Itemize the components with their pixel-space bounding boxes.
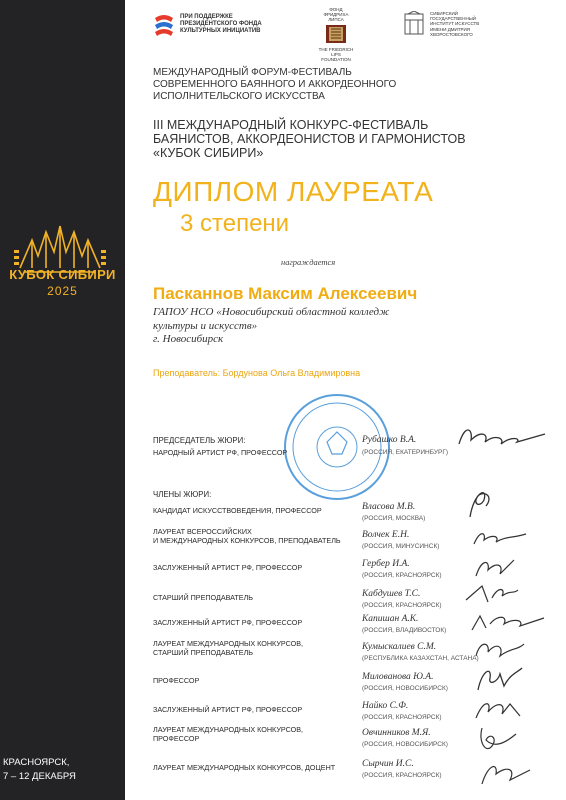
jury-member-title: ЗАСЛУЖЕННЫЙ АРТИСТ РФ, ПРОФЕССОР [153,563,303,572]
lips-line: ФРИДРИХА ЛИПСА [323,12,349,22]
jury-member-title: ПРОФЕССОР [153,676,200,685]
sponsor-logos [150,7,550,62]
signature-icon [470,526,530,550]
jury-member-name: Гербер И.А. [362,559,410,569]
jury-member-location: (РОССИЯ, КРАСНОЯРСК) [362,714,442,721]
teacher-line: Преподаватель: Бордунова Ольга Владимировна [153,368,361,378]
sidebar-year: 2025 [47,284,78,298]
sgii-logo-text [430,11,479,37]
jury-member-title: И МЕЖДУНАРОДНЫХ КОНКУРСОВ, ПРЕПОДАВАТЕЛЬ [153,536,341,545]
signature-icon [455,420,550,455]
sgii-line: ИМЕНИ ДМИТРИЯ [430,26,470,32]
official-stamp-icon [282,392,392,502]
sidebar-city: КРАСНОЯРСК, [3,757,70,768]
sidebar [0,0,125,800]
contest-heading [153,118,553,160]
school-line: культуры и искусств» [153,319,258,332]
signature-icon [470,660,526,696]
contest-line: БАЯНИСТОВ, АККОРДЕОНИСТОВ И ГАРМОНИСТОВ [153,132,466,146]
lips-line: ФОНД [329,7,343,12]
jury-chair-location: (РОССИЯ, ЕКАТЕРИНБУРГ) [362,449,449,456]
laureate-name: Пасканнов Максим Алексеевич [153,284,418,303]
sgii-line: ГОСУДАРСТВЕННЫЙ [430,16,477,22]
jury-member-location: (РОССИЯ, МОСКВА) [362,515,426,522]
jury-member-name: Капишан А.К. [362,614,419,624]
school-info [153,306,453,347]
jury-member-title: ЛАУРЕАТ МЕЖДУНАРОДНЫХ КОНКУРСОВ, ДОЦЕНТ [153,763,336,772]
jury-member-title: СТАРШИЙ ПРЕПОДАВАТЕЛЬ [153,593,254,602]
lips-logo [316,7,356,62]
pfki-logo-text [180,14,262,35]
diploma-degree: 3 степени [180,210,290,237]
sgii-line: ХВОРОСТОВСКОГО [430,31,473,37]
jury-member-title: КАНДИДАТ ИСКУССТВОВЕДЕНИЯ, ПРОФЕССОР [153,506,322,515]
jury-member-location: (РОССИЯ, КРАСНОЯРСК) [362,602,442,609]
jury-member-location: (РОССИЯ, ВЛАДИВОСТОК) [362,627,447,634]
jury-chair-name: Рубашко В.А. [362,435,417,445]
sgii-logo-icon [402,11,426,37]
jury-member-location: (РОССИЯ, КРАСНОЯРСК) [362,772,442,779]
jury-member-title: ЗАСЛУЖЕННЫЙ АРТИСТ РФ, ПРОФЕССОР [153,705,303,714]
signature-icon [460,482,500,522]
jury-member-location: (РЕСПУБЛИКА КАЗАХСТАН, АСТАНА) [362,655,479,662]
jury-member-title: ЛАУРЕАТ МЕЖДУНАРОДНЫХ КОНКУРСОВ, [153,725,304,734]
signature-icon [470,692,530,726]
pfki-line: ПРИ ПОДДЕРЖКЕ [180,14,233,20]
jury-member-name: Кабдушев Т.С. [362,589,421,599]
jury-member-name: Милованова Ю.А. [362,672,434,682]
signature-icon [476,756,536,790]
jury-member-location: (РОССИЯ, МИНУСИНСК) [362,543,440,550]
sidebar-location [3,756,76,784]
school-line: ГАПОУ НСО «Новосибирский областной колледж [153,306,390,318]
awarded-label: награждается [281,257,336,267]
contest-line: III МЕЖДУНАРОДНЫЙ КОНКУРС-ФЕСТИВАЛЬ [153,118,429,132]
signature-icon [468,608,548,638]
sgii-line: СИБИРСКИЙ [430,11,458,16]
accordion-emblem-icon [323,22,349,46]
sidebar-dates: 7 – 12 ДЕКАБРЯ [3,771,76,782]
jury-members-label: ЧЛЕНЫ ЖЮРИ: [153,490,212,499]
lips-line: FOUNDATION [321,57,351,62]
jury-member-title: ЛАУРЕАТ ВСЕРОССИЙСКИХ [153,527,252,536]
signature-icon [462,580,522,608]
sgii-line: ИНСТИТУТ ИСКУССТВ [430,21,480,27]
jury-member-location: (РОССИЯ, КРАСНОЯРСК) [362,572,442,579]
forum-heading [153,67,533,103]
jury-chair-title: НАРОДНЫЙ АРТИСТ РФ, ПРОФЕССОР [153,448,288,457]
jury-member-title: ЛАУРЕАТ МЕЖДУНАРОДНЫХ КОНКУРСОВ, [153,639,304,648]
jury-member-name: Найко С.Ф. [362,701,409,711]
forum-line: МЕЖДУНАРОДНЫЙ ФОРУМ-ФЕСТИВАЛЬ [153,67,352,78]
jury-member-location: (РОССИЯ, НОВОСИБИРСК) [362,685,448,692]
jury-chair-label: ПРЕДСЕДАТЕЛЬ ЖЮРИ: [153,436,246,445]
jury-member-name: Волчек Е.Н. [362,530,410,540]
jury-member-title: ПРОФЕССОР [153,734,200,743]
jury-member-title: СТАРШИЙ ПРЕПОДАВАТЕЛЬ [153,648,254,657]
diploma-title: ДИПЛОМ ЛАУРЕАТА [153,176,434,207]
signature-icon [472,722,522,758]
school-city: г. Новосибирск [153,333,224,345]
jury-member-title: ЗАСЛУЖЕННЫЙ АРТИСТ РФ, ПРОФЕССОР [153,618,303,627]
jury-member-name: Овчинников М.Я. [362,728,431,738]
jury-member-location: (РОССИЯ, НОВОСИБИРСК) [362,741,448,748]
jury-member-name: Власова М.В. [362,502,416,512]
pfki-logo-icon [153,12,175,40]
pfki-line: ПРЕЗИДЕНТСКОГО ФОНДА [180,21,262,27]
sidebar-title: КУБОК СИБИРИ [9,267,116,282]
pfki-line: КУЛЬТУРНЫХ ИНИЦИАТИВ [180,28,261,34]
contest-line: «КУБОК СИБИРИ» [153,146,264,160]
forum-line: СОВРЕМЕННОГО БАЯННОГО И АККОРДЕОННОГО [153,79,397,90]
jury-member-name: Кумыскалиев С.М. [362,642,437,652]
forum-line: ИСПОЛНИТЕЛЬСКОГО ИСКУССТВА [153,91,325,102]
lips-line: THE FRIEDRICH LIPS [318,47,354,57]
jury-member-name: Сырчин И.С. [362,759,414,769]
